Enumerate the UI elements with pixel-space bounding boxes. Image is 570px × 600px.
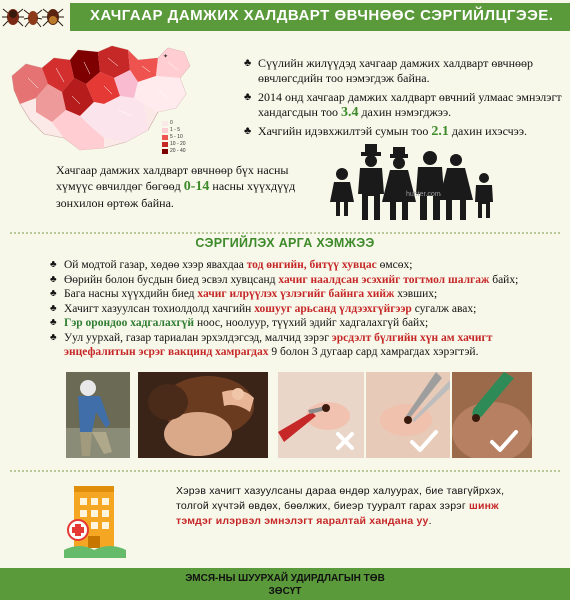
age-highlight: 0-14 <box>183 179 210 194</box>
family-icon <box>328 140 498 220</box>
legend-item: 1 - 5 <box>162 127 186 134</box>
prevention-item <box>50 287 560 302</box>
club-bullet-icon: ♣ <box>50 288 57 299</box>
club-bullet-icon: ♣ <box>244 91 252 103</box>
prevention-title: СЭРГИЙЛЭХ АРГА ХЭМЖЭЭ <box>195 236 375 250</box>
prevention-text: байх; <box>489 273 519 286</box>
page-title: ХАЧГААР ДАМЖИХ ХАЛДВАРТ ӨВЧНӨӨС СЭРГИЙЛЦГЭЭЕ. <box>90 7 554 24</box>
photo-child-hair-check <box>138 372 268 458</box>
prevention-item <box>50 273 560 288</box>
tick-icon <box>24 10 42 27</box>
prevention-highlight: хачиг илрүүлэх үзлэгийг байнга хийж <box>197 288 395 300</box>
prevention-item <box>50 258 560 273</box>
club-bullet-icon: ♣ <box>244 57 252 69</box>
club-bullet-icon: ♣ <box>50 302 57 314</box>
watermark: hunter.com <box>406 191 441 198</box>
prevention-highlight: хошууг арьсанд үлдээхгүйгээр <box>254 302 412 315</box>
prevention-text: Уул уурхай, газар тариалан эрхэлдэгсэд, малчид зэрэг <box>64 331 332 344</box>
tick-icons <box>2 2 64 32</box>
tick-icon <box>2 9 24 26</box>
prevention-highlight: хачиг наалдсан эсэхийг тогтмол шалгаж <box>278 273 490 286</box>
prevention-highlight: эрсдэлт бүлгийн хүн ам хачигт энцефалитын эсрэг вакцинд хамрагдах <box>64 331 493 358</box>
club-bullet-icon: ♣ <box>50 317 57 328</box>
prevention-text: 9 болон 3 дугаар сард хамрагдах хэрэгтэй. <box>268 346 479 358</box>
footer-text <box>0 572 570 598</box>
prevention-text: Бага насны хүүхдийн биед <box>64 288 198 300</box>
fact-item: ♣ Сүүлийн жилүүдэд хачгаар дамжих халдварт өвчнөөр өвчлөгсдийн тоо нэмэгдэж байна. <box>244 56 533 85</box>
photo-tick-wrong-removal <box>278 372 364 458</box>
age-note: Хачгаар дамжих халдварт өвчнөөр бүх насны хүмүүс өвчилдөг бөгөөд 0-14 насны хүүхдүүд зонхилон өртөж байна. <box>56 163 296 210</box>
prevention-text: хэвших; <box>394 288 438 300</box>
alert-highlight: шинж тэмдэг илэрвэл эмнэлэгт яаралтай хандана уу <box>176 500 499 527</box>
alert-text: Хэрэв хачигт хазуулсаны дараа өндөр халуурах, бие тавгүйрхэх, толгой хүчтэй өвдөх, бөөлжих, биеэр тууралт гарах зэрэг шинж тэмдэг илэрвэл эмнэлэгт яаралтай хандана уу. <box>176 485 505 527</box>
club-bullet-icon: ♣ <box>244 125 252 137</box>
tick-icon <box>42 9 64 26</box>
fact-highlight: 3.4 <box>340 105 359 120</box>
prevention-text: өмсөх; <box>376 259 413 271</box>
map-legend <box>162 120 186 155</box>
club-bullet-icon: ♣ <box>50 273 57 285</box>
section-divider <box>10 232 560 234</box>
prevention-item <box>50 302 560 317</box>
section-divider <box>10 470 560 472</box>
fact-item: ♣ Хачгийн идэвхжилтэй сумын тоо 2.1 дахин ихэсчээ. <box>244 124 527 139</box>
photo-tick-tweezers <box>366 372 450 458</box>
legend-item: 10 - 20 <box>162 141 186 148</box>
prevention-highlight: тод өнгийн, битүү хувцас <box>246 259 377 271</box>
legend-item: 20 - 40 <box>162 148 186 155</box>
photo-man-checking <box>66 372 130 458</box>
prevention-item <box>50 316 560 331</box>
facts-list <box>244 56 566 143</box>
club-bullet-icon: ♣ <box>50 331 57 343</box>
prevention-list <box>50 258 560 360</box>
legend-item: 5 - 10 <box>162 134 186 141</box>
prevention-text: Өөрийн болон бусдын биед эсвэл хувцсанд <box>64 273 279 286</box>
svg-text:✦: ✦ <box>163 54 169 60</box>
prevention-text: Хачигт хазуулсан тохиолдолд хачгийн <box>64 302 255 315</box>
footer-line: ЗӨСҮТ <box>268 586 302 597</box>
footer-line: ЭМСЯ-НЫ ШУУРХАЙ УДИРДЛАГЫН ТӨВ <box>185 573 385 584</box>
club-bullet-icon: ♣ <box>50 259 57 270</box>
fact-item: ♣ 2014 онд хачгаар дамжих халдварт өвчний улмаас эмнэлэгт хандагсдын тоо 3.4 дахин нэмэгджээ. <box>244 90 562 120</box>
prevention-highlight: Гэр орондоо хадгалахгүй <box>64 317 195 329</box>
prevention-text: Ой модтой газар, хөдөө хээр явахдаа <box>64 259 247 271</box>
fact-highlight: 2.1 <box>431 124 449 139</box>
photo-tick-hook-tool <box>452 372 532 458</box>
hospital-icon <box>64 476 126 558</box>
prevention-text: ноос, ноолуур, түүхий эдийг хадгалахгүй байх; <box>194 317 429 329</box>
prevention-item <box>50 331 560 360</box>
legend-item: 0 <box>162 120 186 127</box>
prevention-text: сугалж авах; <box>411 302 477 315</box>
